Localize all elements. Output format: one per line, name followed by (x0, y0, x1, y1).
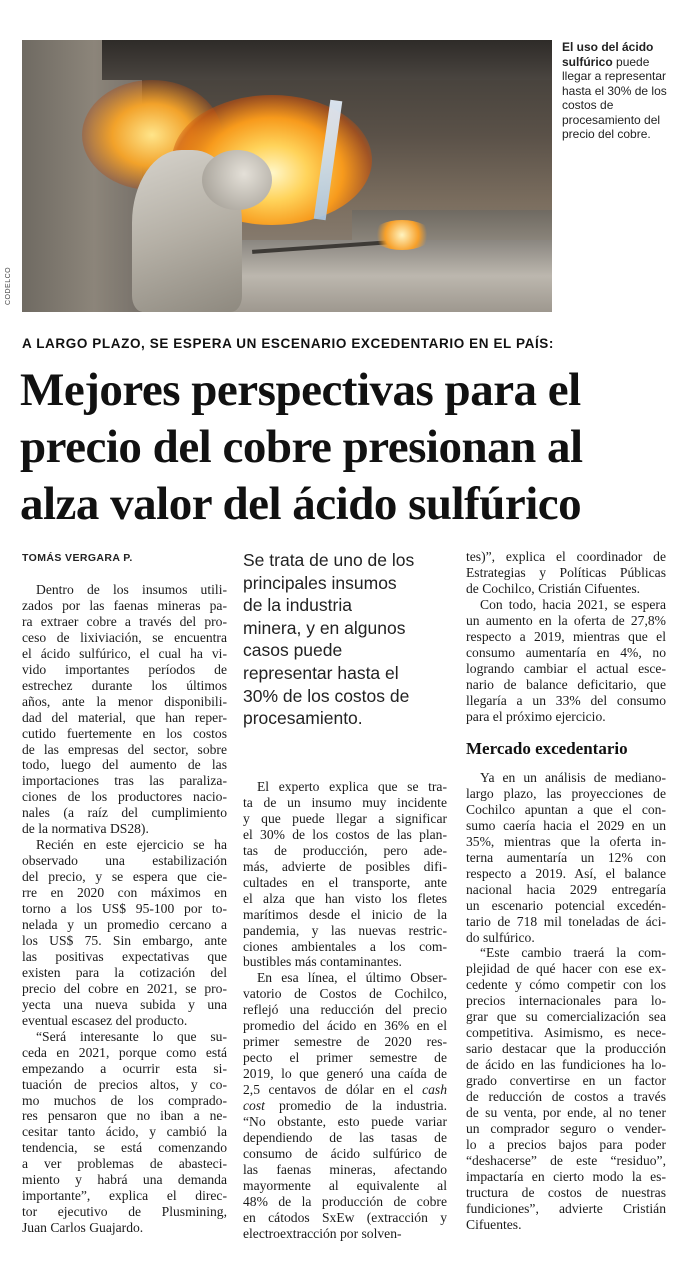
text-line: vatorio de Costos de Cochilco, (243, 986, 447, 1002)
text-line: 2019, lo que generó una caída de (243, 1066, 447, 1082)
headline-line: Mejores perspectivas para el (20, 364, 581, 416)
text-line: Cifuentes. (466, 1216, 522, 1232)
text-line: mo muchos de los comprado- (22, 1092, 227, 1108)
article-column-2 (243, 779, 447, 1242)
text-line: Cochilco apuntan a que el con- (466, 801, 666, 817)
text-line: consumo de ácido sulfúrico de (243, 1145, 447, 1161)
text-line: pandemia, y las nuevas restric- (243, 922, 447, 938)
pull-quote-line: principales insumos (243, 572, 397, 593)
text-line: un aumento en la oferta de 27,8% (466, 612, 666, 628)
pull-quote (243, 549, 448, 730)
paragraph (22, 582, 227, 837)
text-line: llegaría a un 33% del consumo (466, 692, 666, 708)
headline-line: alza valor del ácido sulfúrico (20, 478, 582, 530)
headline-line: precio del cobre presionan al (20, 421, 583, 473)
paragraph (243, 970, 447, 1241)
text-line: nario de balance deficitario, que (466, 676, 666, 692)
text-line: cedente y cómo competir con los (466, 977, 666, 993)
text-fragment: promedio de la industria. (279, 1098, 447, 1114)
text-line: el 30% de los costos de las plan- (243, 826, 447, 842)
text-line: pecto el primer semestre de (243, 1050, 447, 1066)
text-line: el ácido sulfúrico, el cual ha vi- (22, 645, 227, 661)
text-line: do sulfúrico. (466, 929, 535, 945)
text-line: impactaría en cierto modo la es- (466, 1168, 666, 1184)
text-line: vido importantes períodos de (22, 661, 227, 677)
text-line: electroextracción por solven- (243, 1225, 402, 1241)
text-line: Dentro de los insumos utili- (36, 582, 227, 597)
text-line: cultades en el transporte, ante (243, 874, 447, 890)
text-line: nelada y un promedio cercano a (22, 917, 227, 933)
text-line: eventual escasez del producto. (22, 1012, 188, 1028)
text-line: existen para la cotización del (22, 964, 227, 980)
text-line (243, 1098, 447, 1114)
text-line: los US$ 75. Sin embargo, ante (22, 932, 227, 948)
text-line: lo a precios bajos para poder (466, 1136, 666, 1152)
text-line: mayormente al equivalente al (243, 1177, 447, 1193)
text-line: plejidad de qué hacer con ese ex- (466, 961, 666, 977)
article-column-1 (22, 582, 227, 1236)
text-line: observado una estabilización (22, 853, 227, 869)
text-line: Ya en un análisis de mediano- (480, 770, 666, 785)
text-line: logrando cambiar el actual esce- (466, 660, 666, 676)
text-line: tuación de precios altos, y co- (22, 1076, 227, 1092)
paragraph (22, 1029, 227, 1236)
paragraph (466, 770, 666, 945)
text-line: yecta una nueva subida y una (22, 996, 227, 1012)
article-column-3 (466, 549, 666, 724)
text-line: de las empresas del sector, sobre (22, 741, 227, 757)
text-line: ra extraer cobre a través del pro- (22, 613, 227, 629)
text-line: ceso de lixiviación, se encuentra (22, 629, 227, 645)
text-line: terna aumentaría un 12% con (466, 849, 666, 865)
pull-quote-line: minera, y en algunos (243, 617, 406, 638)
text-line: dependiendo de las tasas de (243, 1129, 447, 1145)
photo-glow (372, 220, 432, 250)
article-column-4 (466, 770, 666, 1233)
text-line: El experto explica que se tra- (257, 779, 447, 794)
text-line: más, advierte de posibles difi- (243, 858, 447, 874)
text-line: tas de producción, pero ade- (243, 842, 447, 858)
pull-quote-line: representar hasta el (243, 662, 399, 683)
text-line: competitiva. Asimismo, es nece- (466, 1025, 666, 1041)
text-line: En esa línea, el último Obser- (257, 970, 447, 986)
text-line: estrechez durante los últimos (22, 677, 227, 693)
text-line: el alza que han visto los fletes (243, 890, 447, 906)
text-line: tor ejecutivo de Plusmining, (22, 1204, 227, 1220)
text-line: de la normativa DS28). (22, 821, 149, 837)
text-line: y que puede llegar a significar (243, 810, 447, 826)
text-line: todo, luego del aumento de las (22, 757, 227, 773)
text-line: importante”, explica el direc- (22, 1188, 227, 1204)
text-line: respecto a 2019, mientras que el (466, 628, 666, 644)
text-line: importaciones tras las paraliza- (22, 773, 227, 789)
text-line: torno a los US$ 95-100 por to- (22, 901, 227, 917)
text-line: un comprador seguro o vender- (466, 1120, 666, 1136)
text-line: precios internacionales para lo- (466, 993, 666, 1009)
text-line: ta de un insumo muy incidente (243, 794, 447, 810)
text-line: zados por las faenas mineras pa- (22, 597, 227, 613)
text-line: cesitar tanto ácido, y cambió la (22, 1124, 227, 1140)
text-line: miento y habrá una demanda (22, 1172, 227, 1188)
text-line: del precio, y se espera que cie- (22, 869, 227, 885)
text-line: de su venta, por ende, al no tener (466, 1105, 666, 1121)
text-line: ciones de los productores nacio- (22, 789, 227, 805)
text-line: ciones ambientales a los com- (243, 938, 447, 954)
text-line: precio del cobre en 2021, se pro- (22, 980, 227, 996)
text-line: años, ante la menor disponibili- (22, 693, 227, 709)
text-line: consumo aumentaría en 4%, no (466, 644, 666, 660)
text-line: “No obstante, esto puede variar (243, 1114, 447, 1130)
paragraph (22, 837, 227, 1028)
text-line: 2,5 centavos de dólar en el cash (243, 1082, 447, 1098)
paragraph (466, 597, 666, 725)
text-line: ceda en 2021, porque como está (22, 1044, 227, 1060)
caption-text: puede llegar a representar hasta el 30% de los costos de procesamiento del precio del cobre. (562, 54, 667, 141)
caption-bold-text: El uso del ácido sulfúrico (562, 40, 654, 69)
article-photo (22, 40, 552, 312)
text-line: cutido fuertemente en los costos (22, 725, 227, 741)
text-line: Con todo, hacia 2021, se espera (480, 596, 666, 612)
paragraph (243, 779, 447, 970)
text-line: de reducción de costos a través (466, 1089, 666, 1105)
text-line: rre en 2020 con máximos en (22, 885, 227, 901)
text-line: promedio del ácido en 36% en el (243, 1018, 447, 1034)
text-line: grar que su comercialización sea (466, 1009, 666, 1025)
text-line: las positivas expectativas que (22, 948, 227, 964)
photo-beam (102, 40, 552, 80)
text-line: dad del material, que han reper- (22, 709, 227, 725)
article-byline: TOMÁS VERGARA P. (22, 552, 133, 564)
text-line: para el próximo ejercicio. (466, 708, 606, 724)
pull-quote-line: de la industria (243, 595, 352, 616)
italic-term: cash (422, 1082, 447, 1098)
text-line: nacional hacia 2029 entregaría (466, 881, 666, 897)
section-subhead: Mercado excedentario (466, 739, 628, 758)
text-line: tario de 718 mil toneladas de áci- (466, 913, 666, 929)
paragraph (466, 945, 666, 1232)
text-line: a ver problemas de abasteci- (22, 1156, 227, 1172)
text-line: en cátodos SxEw (extracción y (243, 1209, 447, 1225)
text-line: “Este cambio traerá la com- (480, 945, 666, 961)
italic-term: cost (243, 1098, 265, 1114)
text-line: fundiciones”, advierte Cristián (466, 1200, 666, 1216)
text-line: sumo caería hacia el 2029 en un (466, 817, 666, 833)
text-line: 48% de la producción de cobre (243, 1193, 447, 1209)
text-line: Recién en este ejercicio se ha (36, 837, 227, 853)
text-line: de ácido en las fundiciones ha lo- (466, 1057, 666, 1073)
text-line: empezando a ocurrir esta si- (22, 1060, 227, 1076)
text-line: tendencia, se está comenzando (22, 1140, 227, 1156)
text-line: res pensaron que no iban a ne- (22, 1108, 227, 1124)
photo-mold-front (192, 240, 552, 312)
text-line: las faenas mineras, afectando (243, 1161, 447, 1177)
pull-quote-line: Se trata de uno de los (243, 550, 415, 570)
text-line: Estrategias y Políticas Públicas (466, 564, 666, 580)
text-line: largo plazo, las proyecciones de (466, 785, 666, 801)
photo-worker-helmet (202, 150, 272, 210)
text-line: bustibles más contaminantes. (243, 954, 402, 970)
text-line: tructura de costos de nuestras (466, 1184, 666, 1200)
text-line: nales (a raíz del cumplimiento (22, 805, 227, 821)
text-line: respecto a 2019. Así, el balance (466, 865, 666, 881)
text-line: Juan Carlos Guajardo. (22, 1220, 144, 1236)
text-line: “deshacerse” de este “residuo”, (466, 1152, 666, 1168)
pull-quote-line: 30% de los costos de (243, 685, 410, 706)
text-line: “Será interesante lo que su- (36, 1028, 227, 1044)
text-line: un escenario potencial excedén- (466, 897, 666, 913)
text-line: de Cochilco, Cristián Cifuentes. (466, 580, 641, 596)
text-line: sario destacar que la producción (466, 1041, 666, 1057)
text-line: grado convertirse en un factor (466, 1073, 666, 1089)
text-line: marítimos desde el inicio de la (243, 906, 447, 922)
photo-credit: CODELCO (5, 266, 12, 305)
text-line: 35%, mientras que la oferta in- (466, 833, 666, 849)
article-headline (20, 362, 670, 533)
photo-caption (562, 40, 680, 142)
text-line: primer semestre de 2020 res- (243, 1034, 447, 1050)
text-line: tes)”, explica el coordinador de (466, 549, 666, 564)
paragraph (466, 549, 666, 597)
pull-quote-line: procesamiento. (243, 708, 363, 729)
pull-quote-line: casos puede (243, 640, 343, 661)
text-line: reflejó una reducción del precio (243, 1002, 447, 1018)
article-kicker: A LARGO PLAZO, SE ESPERA UN ESCENARIO EXCEDENTARIO EN EL PAÍS: (22, 336, 555, 351)
